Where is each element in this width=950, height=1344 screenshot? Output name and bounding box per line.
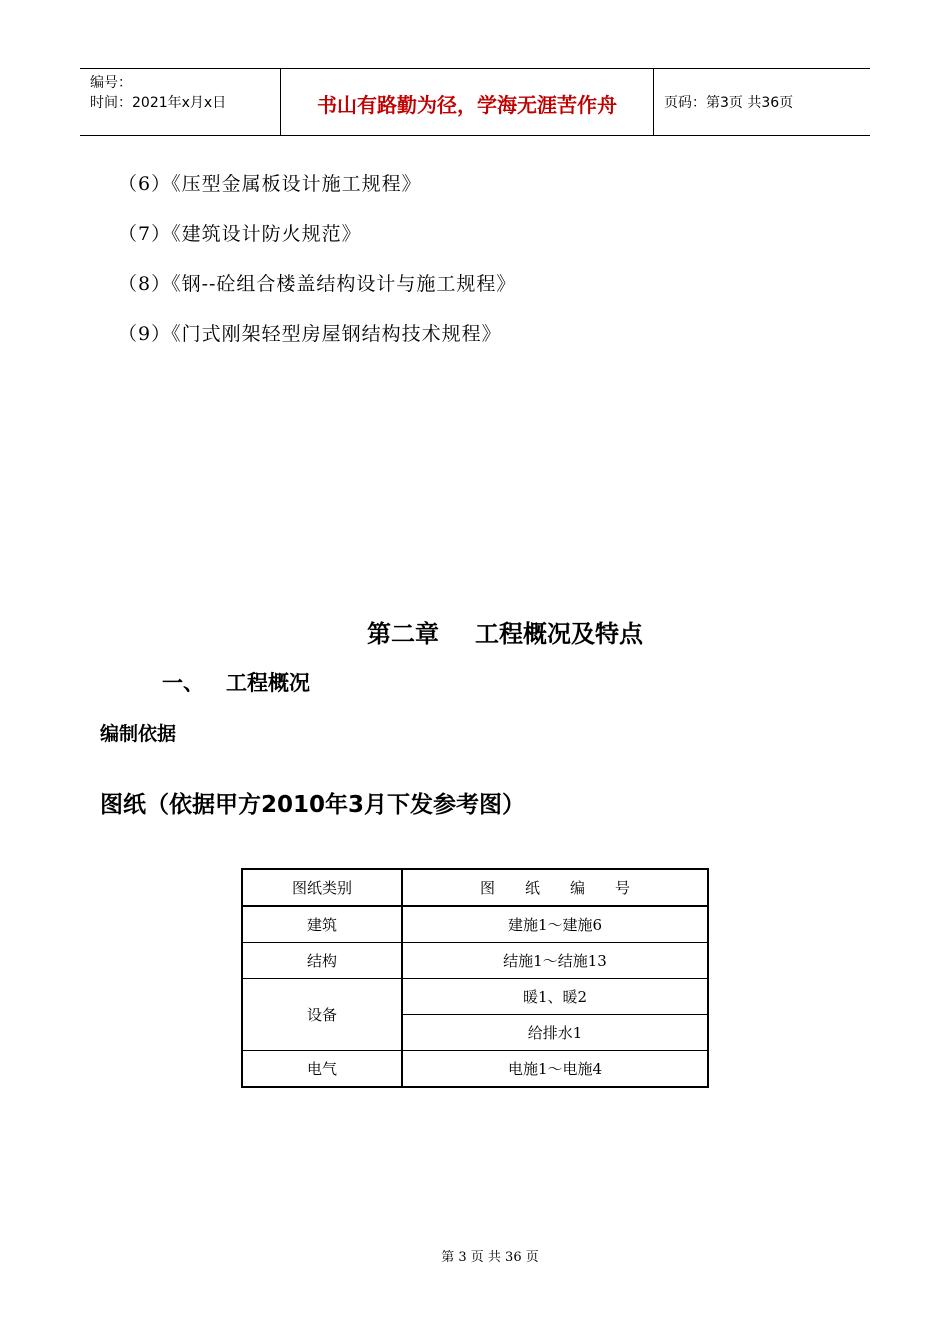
header-motto: 书山有路勤为径，学海无涯苦作舟 bbox=[281, 69, 654, 135]
category-cell: 设备 bbox=[242, 979, 402, 1051]
page-header bbox=[80, 68, 870, 136]
header-page-info: 页码：第3页 共36页 bbox=[664, 95, 794, 111]
header-meta bbox=[80, 69, 281, 135]
reference-item: （7）《建筑设计防火规范》 bbox=[118, 223, 362, 245]
number-cell: 建施1～建施6 bbox=[402, 906, 708, 943]
number-cell: 给排水1 bbox=[402, 1015, 708, 1051]
category-cell: 建筑 bbox=[242, 906, 402, 943]
id-label: 编号： bbox=[90, 75, 132, 91]
chapter-heading bbox=[0, 614, 950, 649]
reference-item: （6）《压型金属板设计施工规程》 bbox=[118, 173, 422, 195]
number-cell: 电施1～电施4 bbox=[402, 1051, 708, 1088]
drawings-heading: 图纸（依据甲方2010年3月下发参考图） bbox=[100, 792, 526, 818]
drawings-table bbox=[241, 868, 709, 1088]
table-row bbox=[242, 906, 708, 943]
table-row bbox=[242, 1051, 708, 1088]
header-category: 图纸类别 bbox=[242, 869, 402, 906]
chapter-title: 工程概况及特点 bbox=[475, 619, 643, 648]
reference-list bbox=[118, 168, 516, 368]
table-header-row bbox=[242, 869, 708, 906]
table-row bbox=[242, 979, 708, 1015]
reference-item: （9）《门式刚架轻型房屋钢结构技术规程》 bbox=[118, 323, 502, 345]
number-cell: 结施1～结施13 bbox=[402, 943, 708, 979]
section-title: 工程概况 bbox=[226, 670, 310, 695]
page-footer: 第 3 页 共 36 页 bbox=[441, 1250, 539, 1265]
category-cell: 电气 bbox=[242, 1051, 402, 1088]
section-marker: 一、 bbox=[162, 670, 204, 695]
basis-heading: 编制依据 bbox=[100, 723, 177, 745]
number-cell: 暖1、暖2 bbox=[402, 979, 708, 1015]
reference-item: （8）《钢--砼组合楼盖结构设计与施工规程》 bbox=[118, 273, 517, 295]
header-number: 图纸编号 bbox=[402, 869, 708, 906]
section-heading bbox=[162, 667, 310, 697]
chapter-number: 第二章 bbox=[367, 619, 439, 648]
table-row bbox=[242, 943, 708, 979]
category-cell: 结构 bbox=[242, 943, 402, 979]
time-label: 时间：2021年x月x日 bbox=[90, 95, 227, 111]
